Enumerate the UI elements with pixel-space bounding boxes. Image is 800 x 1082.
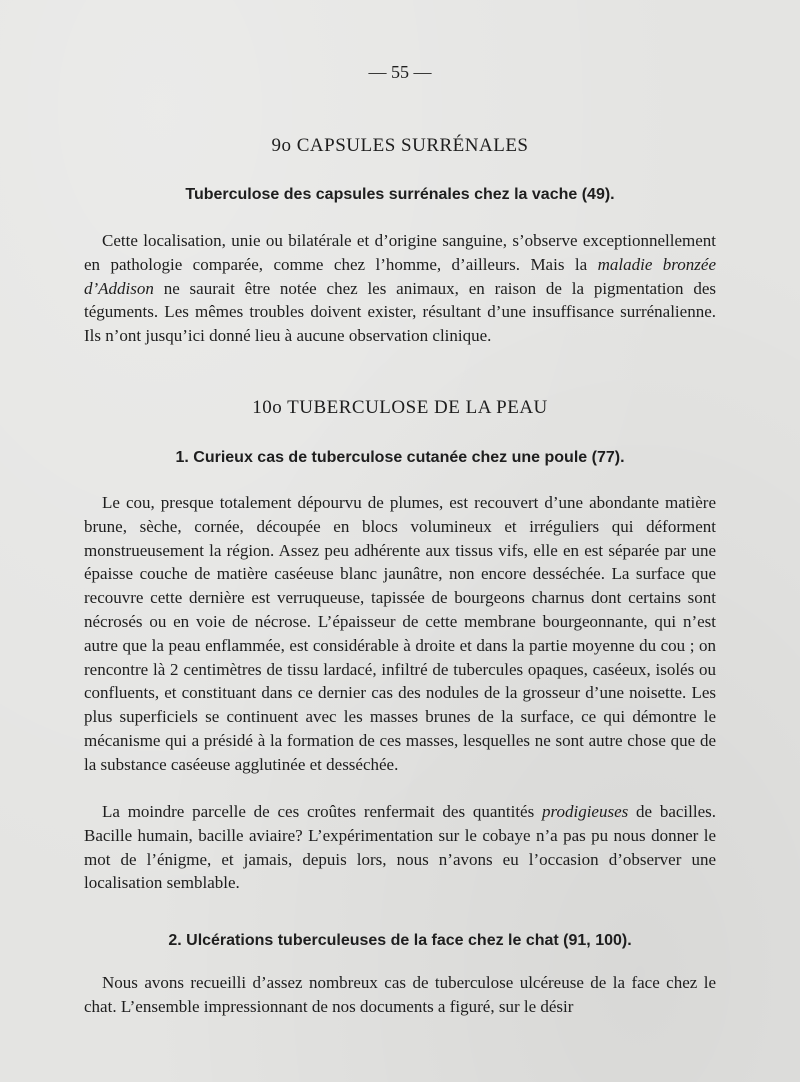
paragraph-text: ne saurait être notée chez les animaux, en raison de la pigmentation des téguments. Les mêmes troubles doivent exister, résultant d’une insuffisance surrénalienne. Ils n’ont jusqu’ici donné lieu à aucune observation clinique. [84,278,716,346]
subheading-tuberculose-capsules: Tuberculose des capsules surrénales chez la vache (49). [185,186,615,203]
paragraph-bacilles [84,800,716,895]
italic-term-maladie-addison: maladie bronzée d’Addison [84,254,716,298]
subheading-chat: 2. Ulcérations tuberculeuses de la face chez le chat (91, 100). [168,932,632,949]
section-title-capsules-surrenales: 9o CAPSULES SURRÉNALES [271,135,529,156]
page-number: — 55 — [368,62,432,82]
paragraph-text: La moindre parcelle de ces croûtes renfermait des quantités [102,802,542,821]
subheading-poule: 1. Curieux cas de tuberculose cutanée chez une poule (77). [175,449,625,466]
paragraph-capsules-surrenales [84,229,716,348]
section-title-tuberculose-peau: 10o TUBERCULOSE DE LA PEAU [252,397,548,418]
italic-term-prodigieuses: prodigieuses [541,802,629,821]
paragraph-chat: Nous avons recueilli d’assez nombreux cas de tuberculose ulcéreuse de la face chez le chat. L’ensemble impressionnant de nos documents a figuré, sur le désir [84,973,716,1016]
paragraph-text: Cette localisation, unie ou bilatérale et d’origine sanguine, s’observe exceptionnellement en pathologie comparée, comme chez l’homme, d’ailleurs. Mais la [84,231,716,274]
paragraph-poule-description: Le cou, presque totalement dépourvu de plumes, est recouvert d’une abondante matière brune, sèche, cornée, découpée en blocs volumineux et irréguliers qui déforment monstrueusement la région. Assez peu adhérente aux tissus vifs, elle en est séparée par une épaisse couche de matière caséeuse blanc jaunâtre, non encore desséchée. La surface que recouvre cette dernière est verruqueuse, tapissée de bourgeons charnus dont certains sont nécrosés ou en voie de nécrose. L’épaisseur de cette membrane bourgeonnante, qui n’est autre que la peau enflammée, est considérable à droite et dans la partie moyenne du cou ; on rencontre là 2 centimètres de tissu lardacé, infiltré de tubercules opaques, caséeux, isolés ou confluents, et constituant dans ce dernier cas des nodules de la grosseur d’une noisette. Les plus superficiels se continuent avec les masses brunes de la surface, ce qui démontre le mécanisme qui a présidé à la formation de ces masses, lesquelles ne sont autre chose que de la substance caséeuse agglutinée et desséchée. [84,493,716,774]
paragraph-text: de bacilles. Bacille humain, bacille aviaire? L’expérimentation sur le cobaye n’a pas pu nous donner le mot de l’énigme, et jamais, depuis lors, nous n’avons eu l’occasion d’observer une localisation semblable. [84,802,717,893]
